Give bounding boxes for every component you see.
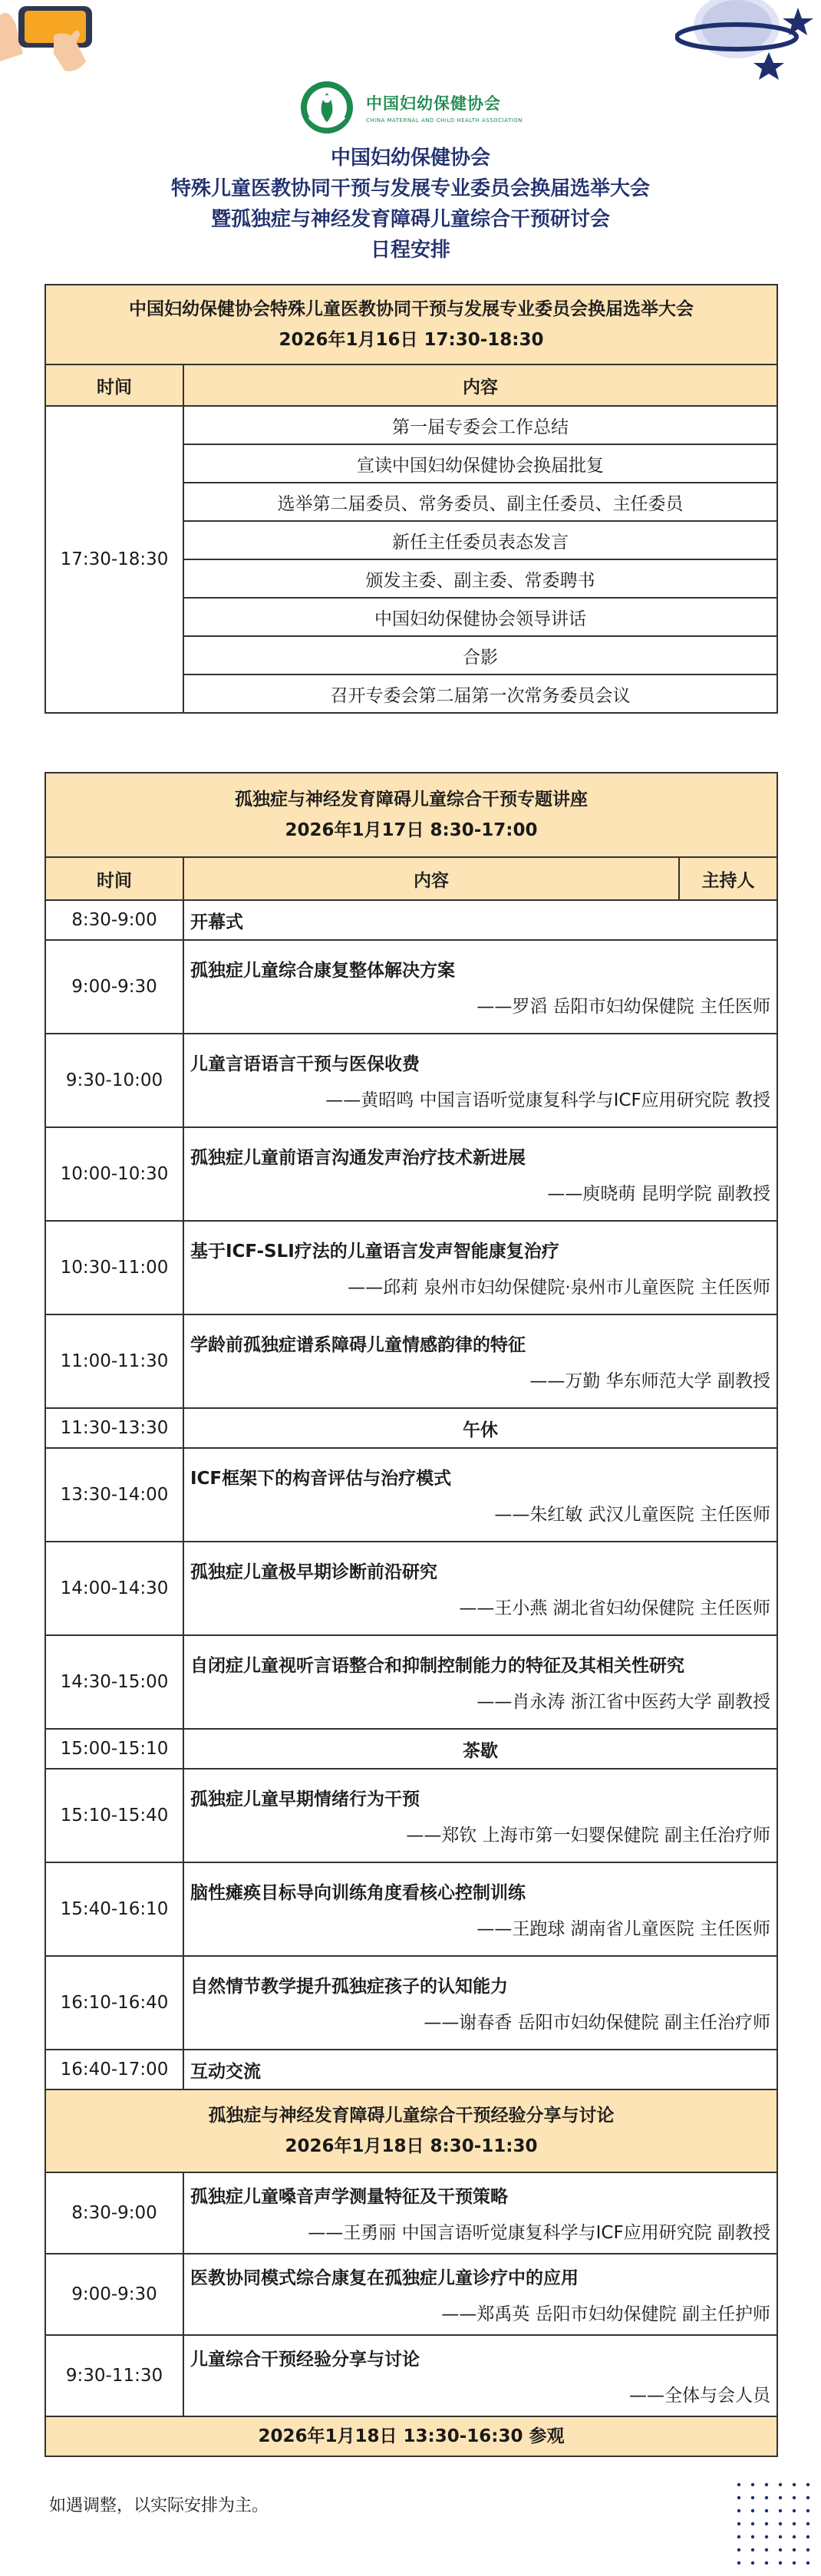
section1-title: 中国妇幼保健协会特殊儿童医教协同干预与发展专业委员会换届选举大会: [129, 299, 694, 319]
talk-title: 孤独症儿童极早期诊断前沿研究: [190, 1562, 437, 1582]
decor-dot: [737, 2522, 740, 2525]
table-row: [45, 1542, 777, 1635]
talk-speaker: ——郑钦 上海市第一妇婴保健院 副主任治疗师: [406, 1826, 770, 1845]
row-content: [183, 2335, 777, 2416]
talk-title: 儿童综合干预经验分享与讨论: [190, 2350, 420, 2370]
decor-dot: [779, 2561, 782, 2564]
row-content: [183, 1314, 777, 1408]
table-row: [45, 1769, 777, 1862]
talk-title: 学龄前孤独症谱系障碍儿童情感韵律的特征: [190, 1335, 526, 1355]
row-time: 9:30-10:00: [45, 1034, 183, 1127]
row-content: [183, 940, 777, 1034]
talk-title: 自然情节教学提升孤独症孩子的认知能力: [190, 1977, 508, 1997]
decor-dot: [751, 2509, 754, 2512]
table-row: [45, 1448, 777, 1542]
decor-dot: [737, 2548, 740, 2551]
association-logo: [0, 77, 821, 138]
decor-dot: [793, 2548, 796, 2551]
decor-dot: [737, 2496, 740, 2499]
decor-dot: [793, 2483, 796, 2486]
talk-speaker: ——万勤 华东师范大学 副教授: [529, 1371, 770, 1391]
table-row: [45, 2254, 777, 2335]
decor-dot: [806, 2483, 809, 2486]
table-row: [45, 1729, 777, 1769]
decor-dot: [779, 2522, 782, 2525]
section1-item: 选举第二届委员、常务委员、副主任委员、主任委员: [183, 483, 777, 521]
decor-dot: [751, 2522, 754, 2525]
section1-item: 中国妇幼保健协会领导讲话: [183, 598, 777, 636]
row-time: 15:40-16:10: [45, 1862, 183, 1956]
table-row: [45, 1862, 777, 1956]
decor-dot: [751, 2496, 754, 2499]
section2-date: 2026年1月17日 8:30-17:00: [285, 820, 538, 840]
decor-dot: [765, 2496, 768, 2499]
talk-title: 孤独症儿童早期情绪行为干预: [190, 1789, 420, 1809]
row-time: 9:30-11:30: [45, 2335, 183, 2416]
talk-speaker: ——全体与会人员: [629, 2386, 770, 2406]
section2-col-host: 主持人: [679, 857, 777, 900]
talk-title: 儿童言语语言干预与医保收费: [190, 1054, 420, 1074]
talk-speaker: ——黄昭鸣 中国言语听觉康复科学与ICF应用研究院 教授: [325, 1090, 770, 1110]
adjustment-note: 如遇调整，以实际安排为主。: [49, 2496, 269, 2515]
row-content: [183, 2172, 777, 2254]
decor-dot: [751, 2535, 754, 2538]
table-row: [45, 940, 777, 1034]
row-content: 茶歇: [183, 1729, 777, 1769]
section3-rows: [45, 2172, 777, 2416]
decor-dot: [737, 2535, 740, 2538]
table-row: [45, 1127, 777, 1221]
decor-dot: [806, 2509, 809, 2512]
decor-dot: [793, 2496, 796, 2499]
decor-dot: [751, 2548, 754, 2551]
section2-col-content: 内容: [183, 857, 679, 900]
section1-item: 第一届专委会工作总结: [183, 406, 777, 444]
section1-col-content: 内容: [183, 364, 777, 406]
decor-dot: [806, 2522, 809, 2525]
decor-dot: [765, 2561, 768, 2564]
talk-speaker: ——郑禹英 岳阳市妇幼保健院 副主任护师: [441, 2304, 770, 2324]
row-time: 8:30-9:00: [45, 900, 183, 940]
decor-dot: [765, 2509, 768, 2512]
table-row: [45, 1221, 777, 1314]
decor-dot: [779, 2509, 782, 2512]
planet-illustration: [675, 0, 821, 84]
talk-speaker: ——谢春香 岳阳市妇幼保健院 副主任治疗师: [424, 2013, 770, 2033]
row-content: [183, 1034, 777, 1127]
decor-dot: [806, 2535, 809, 2538]
decor-dot: [806, 2561, 809, 2564]
decor-dot: [765, 2522, 768, 2525]
talk-speaker: ——庾晓萌 昆明学院 副教授: [547, 1184, 770, 1204]
decor-dot: [737, 2561, 740, 2564]
section3-footer: 2026年1月18日 13:30-16:30 参观: [45, 2416, 777, 2456]
talk-speaker: ——朱红敏 武汉儿童医院 主任医师: [494, 1505, 770, 1525]
section1-header: [45, 285, 777, 364]
row-time: 11:00-11:30: [45, 1314, 183, 1408]
decor-dot: [806, 2548, 809, 2551]
row-time: 16:40-17:00: [45, 2050, 183, 2089]
talk-title: 孤独症儿童嗓音声学测量特征及干预策略: [190, 2187, 508, 2207]
row-time: 13:30-14:00: [45, 1448, 183, 1542]
row-content: [183, 1448, 777, 1542]
row-time: 10:30-11:00: [45, 1221, 183, 1314]
row-content: [183, 1127, 777, 1221]
decor-dot: [793, 2561, 796, 2564]
decor-dot: [779, 2548, 782, 2551]
row-content: [183, 1635, 777, 1729]
section3-date: 2026年1月18日 8:30-11:30: [285, 2136, 538, 2156]
section2-title: 孤独症与神经发育障碍儿童综合干预专题讲座: [235, 790, 588, 810]
row-content: 午休: [183, 1408, 777, 1448]
election-schedule-table: [45, 284, 778, 714]
decor-dot: [806, 2496, 809, 2499]
section3-header: [45, 2089, 777, 2172]
title-line-3: 暨孤独症与神经发育障碍儿童综合干预研讨会: [210, 208, 610, 231]
title-line-1: 中国妇幼保健协会: [330, 147, 490, 170]
talk-title: ICF框架下的构音评估与治疗模式: [190, 1469, 452, 1489]
row-content: 互动交流: [183, 2050, 777, 2089]
section2-header: [45, 773, 777, 857]
talk-speaker: ——邱莉 泉州市妇幼保健院·泉州市儿童医院 主任医师: [348, 1278, 770, 1298]
table-row: [45, 2172, 777, 2254]
phone-hand-illustration: [0, 0, 107, 77]
page-title: [0, 143, 821, 266]
section1-item: 召开专委会第二届第一次常务委员会议: [183, 675, 777, 713]
row-content: [183, 2254, 777, 2335]
talk-title: 孤独症儿童前语言沟通发声治疗技术新进展: [190, 1148, 526, 1168]
section1-item: 颁发主委、副主委、常委聘书: [183, 559, 777, 598]
decor-dot: [779, 2496, 782, 2499]
association-emblem-icon: [298, 79, 355, 136]
talk-speaker: ——王勇丽 中国言语听觉康复科学与ICF应用研究院 副教授: [308, 2223, 770, 2243]
dot-grid-decoration: [733, 2479, 817, 2571]
row-time: 9:00-9:30: [45, 2254, 183, 2335]
section1-col-time: 时间: [45, 364, 183, 406]
section1-item: 新任主任委员表态发言: [183, 521, 777, 559]
talk-title: 自闭症儿童视听言语整合和抑制控制能力的特征及其相关性研究: [190, 1656, 684, 1676]
row-content: [183, 1769, 777, 1862]
decor-dot: [737, 2483, 740, 2486]
decor-dot: [751, 2561, 754, 2564]
row-time: 11:30-13:30: [45, 1408, 183, 1448]
row-content: [183, 1542, 777, 1635]
decor-dot: [737, 2509, 740, 2512]
section1-item: 合影: [183, 636, 777, 675]
table-row: [45, 1956, 777, 2050]
row-content: [183, 1862, 777, 1956]
table-row: [45, 2050, 777, 2089]
decor-dot: [765, 2548, 768, 2551]
row-content: 开幕式: [183, 900, 777, 940]
talk-title: 基于ICF-SLI疗法的儿童语言发声智能康复治疗: [190, 1242, 559, 1262]
row-time: 14:30-15:00: [45, 1635, 183, 1729]
table-row: [45, 1635, 777, 1729]
talk-speaker: ——王小燕 湖北省妇幼保健院 主任医师: [459, 1598, 770, 1618]
table-row: [45, 1314, 777, 1408]
row-time: 15:00-15:10: [45, 1729, 183, 1769]
row-time: 14:00-14:30: [45, 1542, 183, 1635]
row-time: 10:00-10:30: [45, 1127, 183, 1221]
talk-title: 医教协同模式综合康复在孤独症儿童诊疗中的应用: [190, 2268, 579, 2288]
section2-rows: [45, 900, 777, 2089]
section2-col-time: 时间: [45, 857, 183, 900]
section1-date: 2026年1月16日 17:30-18:30: [279, 330, 544, 350]
table-row: [45, 1034, 777, 1127]
section1-time: 17:30-18:30: [45, 406, 183, 713]
lecture-schedule-table: [45, 772, 778, 2457]
talk-speaker: ——肖永涛 浙江省中医药大学 副教授: [476, 1692, 770, 1712]
decor-dot: [765, 2483, 768, 2486]
talk-title: 脑性瘫痪目标导向训练角度看核心控制训练: [190, 1883, 526, 1903]
decor-dot: [751, 2483, 754, 2486]
table-row: [45, 2335, 777, 2416]
section1-item: 宣读中国妇幼保健协会换届批复: [183, 444, 777, 483]
row-time: 16:10-16:40: [45, 1956, 183, 2050]
title-line-2: 特殊儿童医教协同干预与发展专业委员会换届选举大会: [170, 177, 650, 200]
decor-dot: [793, 2509, 796, 2512]
title-line-4: 日程安排: [370, 239, 450, 262]
decor-dot: [765, 2535, 768, 2538]
row-time: 15:10-15:40: [45, 1769, 183, 1862]
logo-name-cn: 中国妇幼保健协会: [366, 94, 501, 113]
table-row: [45, 1408, 777, 1448]
decor-dot: [779, 2483, 782, 2486]
decor-dot: [779, 2535, 782, 2538]
logo-name-en: CHINA MATERNAL AND CHILD HEALTH ASSOCIATION: [366, 117, 523, 124]
talk-speaker: ——王跑球 湖南省儿童医院 主任医师: [476, 1919, 770, 1939]
row-time: 8:30-9:00: [45, 2172, 183, 2254]
row-content: [183, 1956, 777, 2050]
table-row: [45, 900, 777, 940]
row-content: [183, 1221, 777, 1314]
decor-dot: [793, 2535, 796, 2538]
section3-title: 孤独症与神经发育障碍儿童综合干预经验分享与讨论: [208, 2106, 615, 2126]
decor-dot: [793, 2522, 796, 2525]
talk-title: 孤独症儿童综合康复整体解决方案: [190, 961, 455, 981]
talk-speaker: ——罗滔 岳阳市妇幼保健院 主任医师: [476, 997, 770, 1017]
row-time: 9:00-9:30: [45, 940, 183, 1034]
